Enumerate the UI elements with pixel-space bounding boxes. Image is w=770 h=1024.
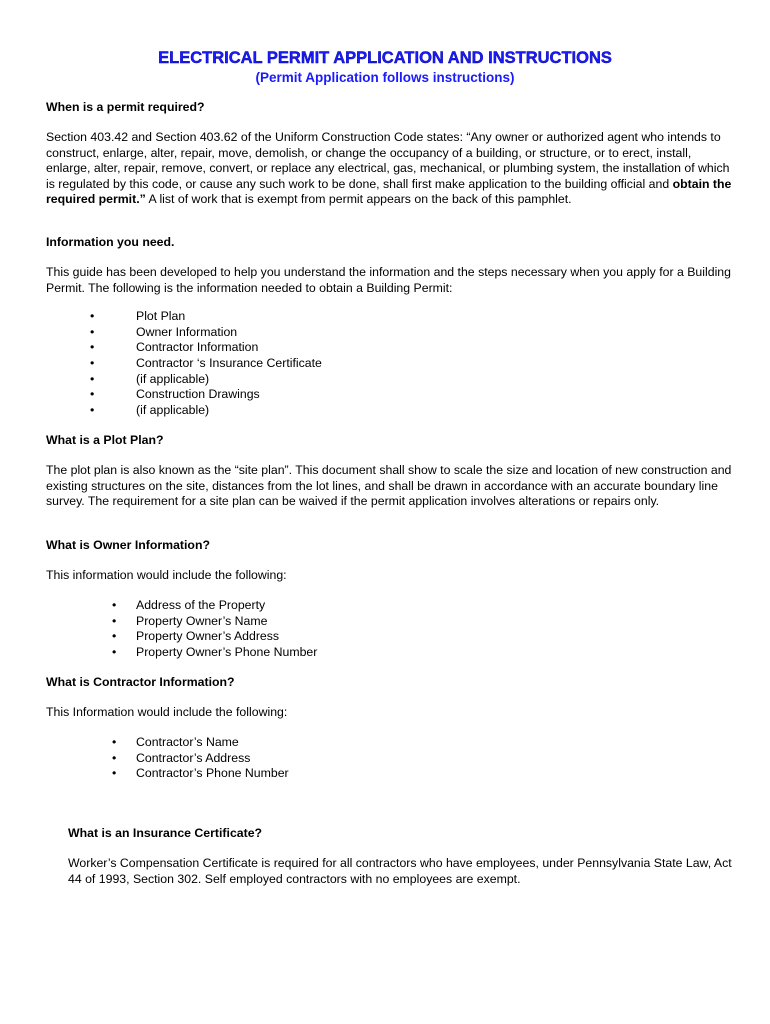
heading-owner-information: What is Owner Information? — [46, 538, 210, 552]
bullet-icon: • — [90, 371, 95, 386]
bullet-icon: • — [112, 613, 117, 628]
bullet-icon: • — [112, 735, 117, 749]
paragraph-insurance-certificate: Worker’s Compensation Certificate is required for all contractors who have employees, under Pennsylvania State Law, Act 44 of 1993, Section 302. Self employed contractors with no employees are exempt. — [68, 856, 732, 886]
bullet-icon: • — [112, 598, 117, 612]
bullet-icon: • — [90, 387, 95, 402]
heading-plot-plan: What is a Plot Plan? — [46, 433, 164, 447]
paragraph-permit-required — [46, 130, 736, 208]
heading-contractor-information: What is Contractor Information? — [46, 675, 235, 689]
document-subtitle: (Permit Application follows instructions) — [255, 70, 515, 85]
bullet-icon: • — [90, 356, 95, 371]
bullet-icon: • — [90, 340, 95, 355]
paragraph-plot-plan: The plot plan is also known as the “site plan”. This document shall show to scale the size and location of new construction and existing structures on the site, distances from the lot lines, and shall be drawn in accordance with an accurate boundary line survey. The requirement for a site plan can be waived if the permit application involves alterations or repairs only. — [46, 463, 732, 508]
heading-insurance-certificate: What is an Insurance Certificate? — [68, 826, 263, 840]
bullet-icon: • — [90, 309, 95, 323]
permit-required-text-start: Section 403.42 and Section 403.62 of the Uniform Construction Code states: “Any owner or authorized agent who intends to construct, enlarge, alter, repair, move, demolish, or change the occupancy of a building, or structure, or to erect, install, enlarge, alter, repair, remove, convert, or replace any electrical, gas, mechanical, or plumbing system, the installation of which is regulated by this code, or cause any such work to be done, shall first make application to the building official and — [46, 130, 730, 191]
bullet-icon: • — [112, 766, 117, 781]
bullet-icon: • — [112, 645, 117, 660]
document-title: ELECTRICAL PERMIT APPLICATION AND INSTRUCTIONS — [158, 49, 612, 67]
heading-permit-required: When is a permit required? — [46, 100, 205, 114]
heading-information-needed: Information you need. — [46, 235, 175, 249]
document-page: ELECTRICAL PERMIT APPLICATION AND INSTRUCTIONS (Permit Application follows instructions) When is a permit required? Section 403.42 and Section 403.62 of the Uniform Construction Code states: “Any owner or authorized agent who intends to construct, enlarge, alter, repair, move, demolish, or change the occupancy of a building, or structure, or to erect, install, enlarge, alter, repair, remove, convert, or replace any electrical, gas, mechanical, or plumbing system, the installation of which is regulated by this code, or cause any such work to be done, shall first make application to the building official and obtain the required permit.” A list of work that is exempt from permit appears on the back of this pamphlet. Information you need. This guide has been developed to help you understand the information and the steps necessary when you apply for a Building Permit. The following is the information needed to obtain a Building Permit: • Plot Plan • Owner Information • Contractor Information • Contractor ‘s Insurance Certificate • (if applicable) • Construction Drawings • (if applicable) What is a Plot Plan? The plot plan is also known as the “site plan”. This document shall show to scale the size and location of new construction and existing structures on the site, distances from the lot lines, and shall be drawn in accordance with an accurate boundary line survey. The requirement for a site plan can be waived if the permit application involves alterations or repairs only. What is Owner Information? This information would include the following: • Address of the Property • Property Owner’s Name • Property Owner’s Address • Property Owner’s Phone Number What is Contractor Information? This Information would include the following: • Contractor’s Name • Contractor’s Address • Contractor’s Phone Number What is an Insurance Certificate? Worker’s Compensation Certificate is required for all contractors who have employees, under Pennsylvania State Law, Act 44 of 1993, Section 302. Self employed contractors with no employees are exempt. — [0, 0, 770, 1024]
bullet-icon: • — [90, 403, 95, 418]
paragraph-information-needed: This guide has been developed to help you understand the information and the steps necessary when you apply for a Building Permit. The following is the information needed to obtain a Building Permit: — [46, 265, 731, 295]
paragraph-contractor-information: This Information would include the following: — [46, 705, 288, 719]
paragraph-owner-information: This information would include the following: — [46, 568, 287, 582]
bullet-icon: • — [90, 324, 95, 339]
bullet-icon: • — [112, 629, 117, 644]
permit-required-text-end: A list of work that is exempt from permit appears on the back of this pamphlet. — [145, 192, 572, 206]
bullet-icon: • — [112, 750, 117, 765]
permit-required-text-bold: obtain the required permit.” — [46, 176, 732, 206]
